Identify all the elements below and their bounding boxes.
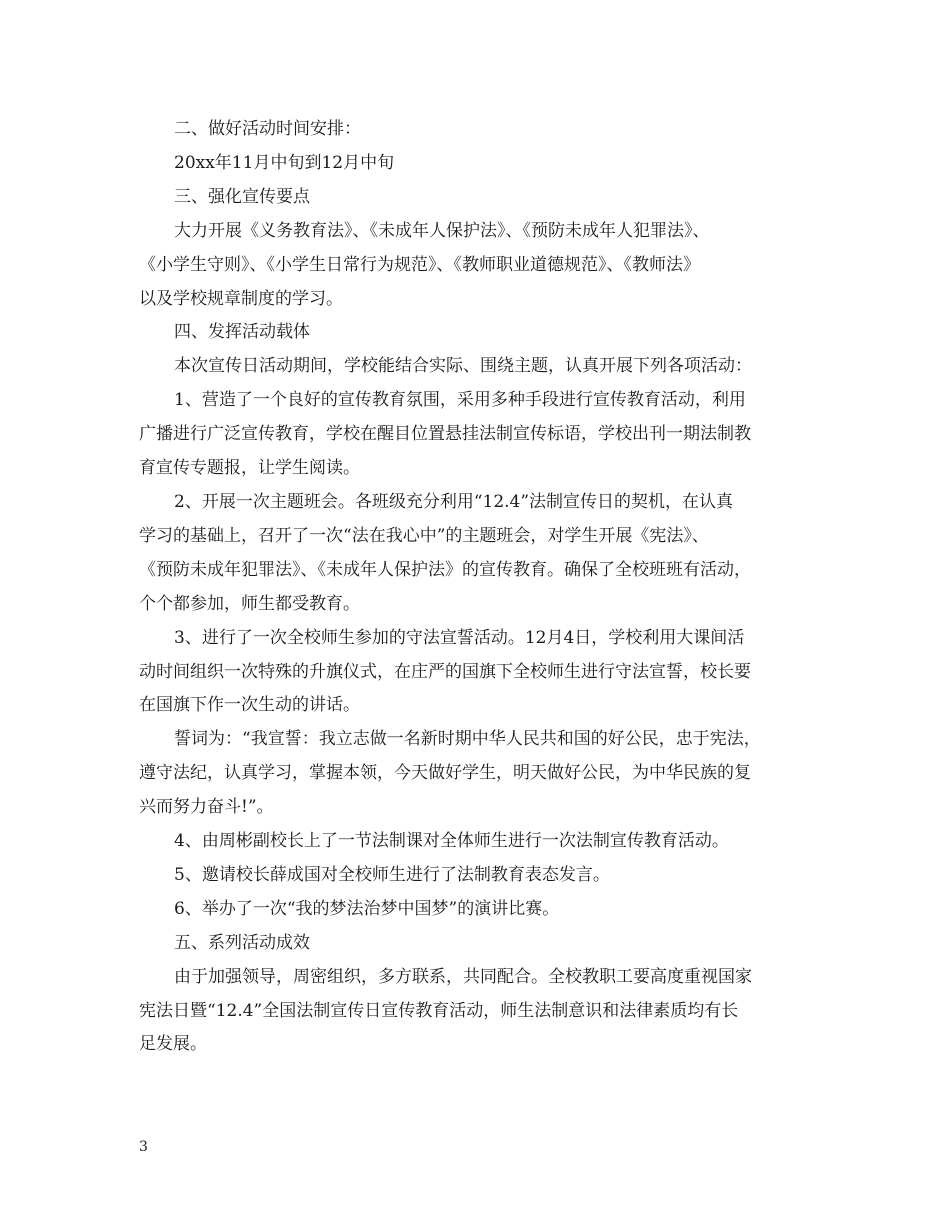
page-number: 3 bbox=[139, 1139, 148, 1155]
text-line: 动时间组织一次特殊的升旗仪式，在庄严的国旗下全校师生进行守法宣誓，校长要 bbox=[139, 661, 751, 682]
text-line: 个个都参加，师生都受教育。 bbox=[139, 593, 360, 614]
text-line: 遵守法纪，认真学习，掌握本领，今天做好学生，明天做好公民，为中华民族的复 bbox=[139, 763, 751, 784]
text-line: 5、邀请校长薛成国对全校师生进行了法制教育表态发言。 bbox=[174, 864, 610, 885]
text-line: 6、举办了一次“我的梦法治梦中国梦”的演讲比赛。 bbox=[174, 898, 560, 919]
section-heading: 四、发挥活动载体 bbox=[174, 322, 310, 343]
text-line: 以及学校规章制度的学习。 bbox=[139, 288, 343, 309]
document-body bbox=[139, 113, 829, 1062]
text-line: 兴而努力奋斗!”。 bbox=[139, 797, 274, 818]
text-line: 《预防未成年犯罪法》、《未成年人保护法》的宣传教育。确保了全校班班有活动， bbox=[139, 559, 751, 580]
text-line: 4、由周彬副校长上了一节法制课对全体师生进行一次法制宣传教育活动。 bbox=[174, 831, 729, 852]
text-line: 足发展。 bbox=[139, 1034, 207, 1055]
text-line: 本次宣传日活动期间，学校能结合实际、围绕主题，认真开展下列各项活动： bbox=[174, 356, 752, 377]
text-line: 《小学生守则》、《小学生日常行为规范》、《教师职业道德规范》、《教师法》 bbox=[139, 254, 700, 275]
text-line: 由于加强领导，周密组织，多方联系，共同配合。全校教职工要高度重视国家 bbox=[174, 966, 752, 987]
text-line: 宪法日暨“12.4”全国法制宣传日宣传教育活动，师生法制意识和法律素质均有长 bbox=[139, 1000, 739, 1021]
section-heading: 二、做好活动时间安排： bbox=[174, 119, 361, 139]
text-line: 广播进行广泛宣传教育，学校在醒目位置悬挂法制宣传标语，学校出刊一期法制教 bbox=[139, 424, 751, 445]
text-line: 20xx年11月中旬到12月中旬 bbox=[174, 152, 395, 173]
text-line: 育宣传专题报，让学生阅读。 bbox=[139, 458, 360, 479]
text-line: 大力开展《义务教育法》、《未成年人保护法》、《预防未成年人犯罪法》、 bbox=[174, 220, 710, 241]
text-line: 在国旗下作一次生动的讲话。 bbox=[139, 695, 360, 716]
text-line: 誓词为：“我宣誓：我立志做一名新时期中华人民共和国的好公民，忠于宪法， bbox=[174, 729, 761, 750]
text-line: 1、营造了一个良好的宣传教育氛围，采用多种手段进行宣传教育活动，利用 bbox=[174, 390, 746, 411]
text-line: 2、开展一次主题班会。各班级充分利用“12.4”法制宣传日的契机，在认真 bbox=[174, 491, 734, 512]
text-line: 学习的基础上，召开了一次“法在我心中”的主题班会，对学生开展《宪法》、 bbox=[139, 525, 709, 546]
section-heading: 三、强化宣传要点 bbox=[174, 186, 310, 207]
text-line: 3、进行了一次全校师生参加的守法宣誓活动。12月4日，学校利用大课间活 bbox=[174, 627, 745, 648]
section-heading: 五、系列活动成效 bbox=[174, 932, 310, 953]
